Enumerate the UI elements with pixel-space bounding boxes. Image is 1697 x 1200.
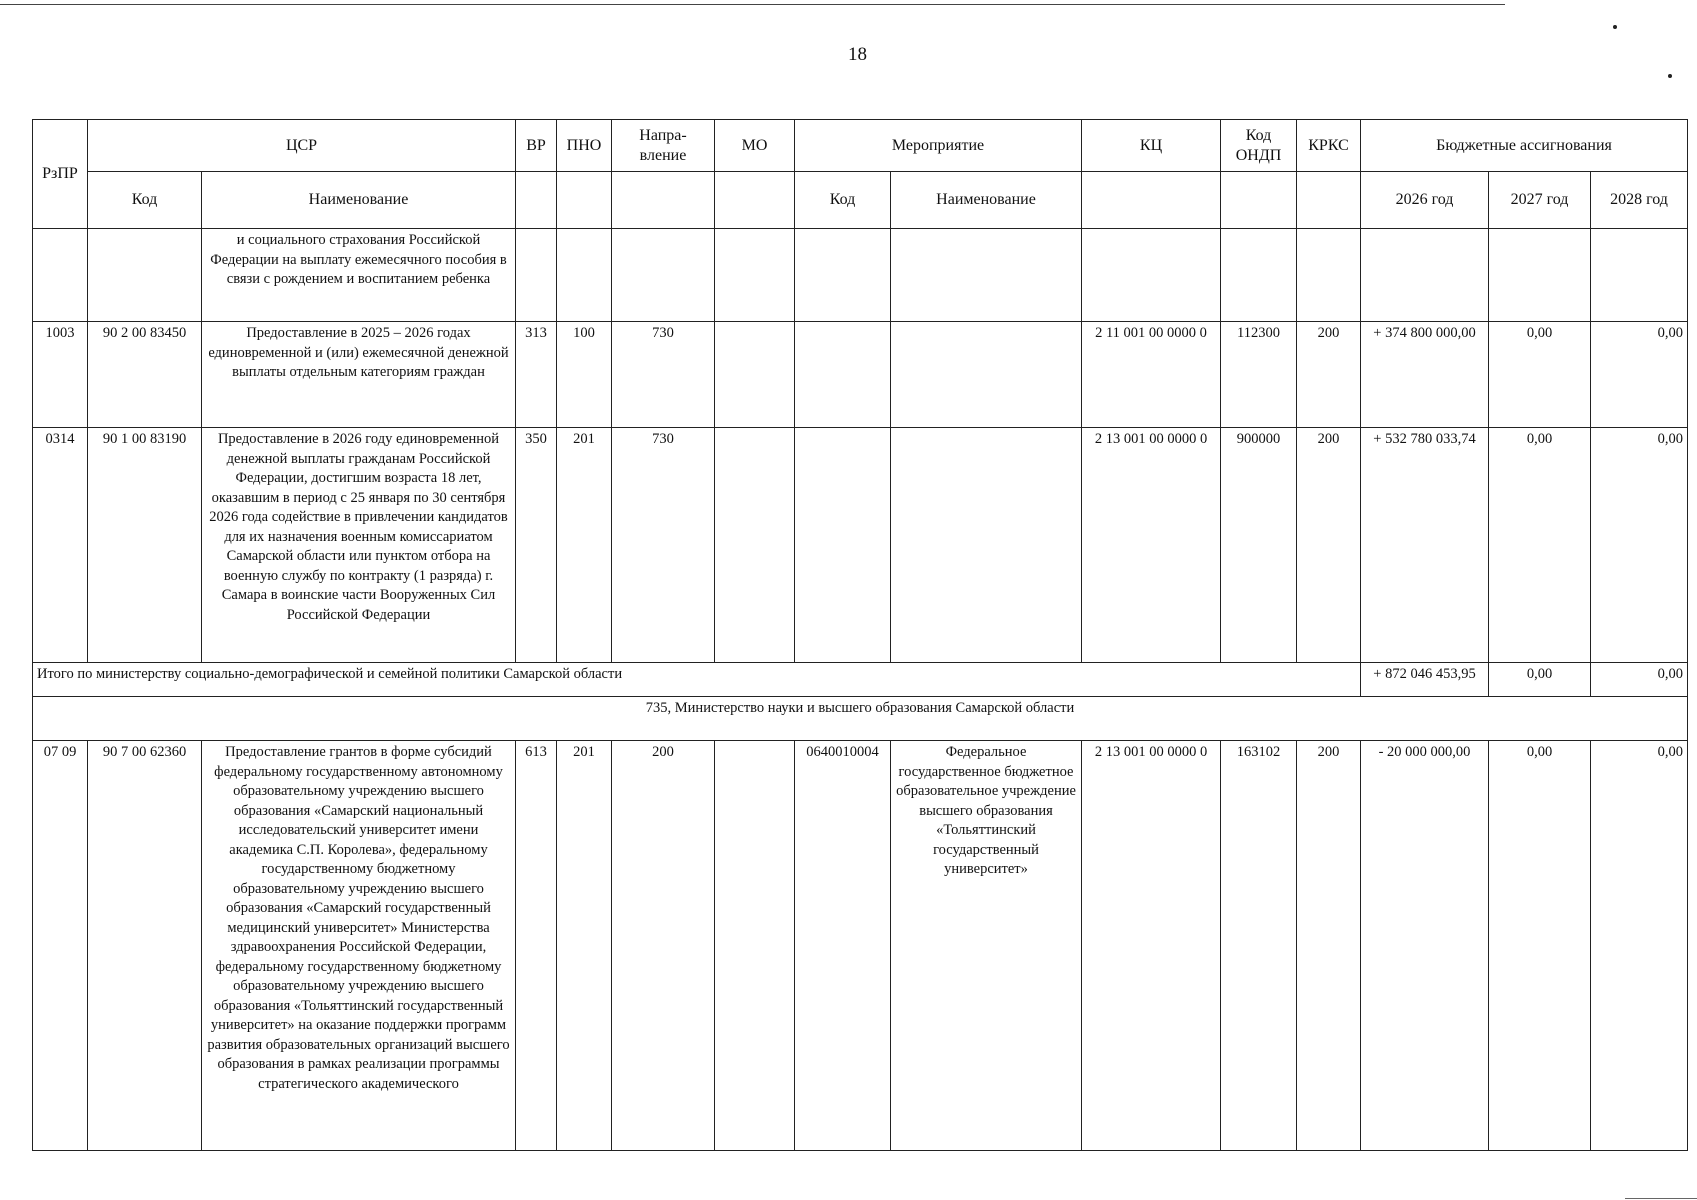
header-empty — [557, 172, 612, 229]
section-label: 735, Министерство науки и высшего образования Самарской области — [33, 697, 1688, 741]
cell-event-code: 0640010004 — [795, 741, 891, 1151]
cell-2026: + 374 800 000,00 — [1361, 322, 1489, 428]
cell-rzpr: 1003 — [33, 322, 88, 428]
cell-pno: 201 — [557, 428, 612, 663]
cell-csr-name: Предоставление в 2025 – 2026 годах единовременной и (или) ежемесячной денежной выплаты отдельным категориям граждан — [202, 322, 516, 428]
cell-pno — [557, 229, 612, 322]
header-year-2026: 2026 год — [1361, 172, 1489, 229]
cell-mo — [715, 428, 795, 663]
total-row — [33, 663, 1688, 697]
cell-kc: 2 13 001 00 0000 0 — [1082, 741, 1221, 1151]
cell-kc: 2 11 001 00 0000 0 — [1082, 322, 1221, 428]
header-rzpr: РзПР — [33, 120, 88, 229]
cell-csr-code: 90 2 00 83450 — [88, 322, 202, 428]
header-empty — [1082, 172, 1221, 229]
header-empty — [1221, 172, 1297, 229]
header-kc: КЦ — [1082, 120, 1221, 172]
table-row — [33, 322, 1688, 428]
cell-ondp: 900000 — [1221, 428, 1297, 663]
cell-mo — [715, 741, 795, 1151]
cell-vr — [516, 229, 557, 322]
cell-vr: 350 — [516, 428, 557, 663]
cell-csr-name: Предоставление грантов в форме субсидий федеральному государственному автономному образовательному учреждению высшего образования «Самарский национальный исследовательский университет имени академика С.П. Королева», федеральному государственному бюджетному образовательному учреждению высшего образования «Самарский государственный медицинский университет» Министерства здравоохранения Российской Федерации, федеральному государственному бюджетному образовательному учреждению высшего образования «Тольяттинский государственный университет» на оказание поддержки программ развития образовательных организаций высшего образования в рамках реализации программы стратегического академического — [202, 741, 516, 1151]
cell-event-name — [891, 322, 1082, 428]
header-krks: КРКС — [1297, 120, 1361, 172]
header-empty — [715, 172, 795, 229]
header-csr: ЦСР — [88, 120, 516, 172]
cell-2028: 0,00 — [1591, 428, 1688, 663]
cell-pno: 201 — [557, 741, 612, 1151]
cell-event-name — [891, 229, 1082, 322]
cell-2026: + 532 780 033,74 — [1361, 428, 1489, 663]
cell-rzpr — [33, 229, 88, 322]
cell-direction: 730 — [612, 428, 715, 663]
cell-2028: 0,00 — [1591, 322, 1688, 428]
cell-2027: 0,00 — [1489, 741, 1591, 1151]
cell-rzpr: 07 09 — [33, 741, 88, 1151]
cell-mo — [715, 229, 795, 322]
cell-pno: 100 — [557, 322, 612, 428]
cell-vr: 313 — [516, 322, 557, 428]
budget-table — [32, 119, 1688, 1151]
cell-2026 — [1361, 229, 1489, 322]
cell-direction — [612, 229, 715, 322]
cell-event-code — [795, 229, 891, 322]
page-number: 18 — [848, 44, 867, 65]
cell-csr-name: Предоставление в 2026 году единовременной денежной выплаты гражданам Российской Федерации, достигшим возраста 18 лет, оказавшим в период с 25 января по 30 сентября 2026 года содействие в привлечении кандидатов для их назначения военным комиссариатом Самарской области или пунктом отбора на военную службу по контракту (1 разряда) г. Самара в воинские части Вооруженных Сил Российской Федерации — [202, 428, 516, 663]
bottom-rule — [1625, 1198, 1697, 1199]
cell-krks: 200 — [1297, 741, 1361, 1151]
header-event-name: Наименование — [891, 172, 1082, 229]
header-year-2027: 2027 год — [1489, 172, 1591, 229]
cell-event-name — [891, 428, 1082, 663]
cell-direction: 730 — [612, 322, 715, 428]
cell-event-code — [795, 322, 891, 428]
cell-event-code — [795, 428, 891, 663]
cell-krks: 200 — [1297, 322, 1361, 428]
scan-speck — [1613, 25, 1617, 29]
header-csr-code: Код — [88, 172, 202, 229]
cell-csr-code — [88, 229, 202, 322]
cell-2027: 0,00 — [1489, 322, 1591, 428]
total-2027: 0,00 — [1489, 663, 1591, 697]
cell-csr-name: и социального страхования Российской Федерации на выплату ежемесячного пособия в связи с рождением и воспитанием ребенка — [202, 229, 516, 322]
header-year-2028: 2028 год — [1591, 172, 1688, 229]
header-budget: Бюджетные ассигнования — [1361, 120, 1688, 172]
total-2028: 0,00 — [1591, 663, 1688, 697]
cell-2028 — [1591, 229, 1688, 322]
header-csr-name: Наименование — [202, 172, 516, 229]
total-label: Итого по министерству социально-демографической и семейной политики Самарской области — [33, 663, 1361, 697]
cell-mo — [715, 322, 795, 428]
header-direction: Напра-вление — [612, 120, 715, 172]
cell-vr: 613 — [516, 741, 557, 1151]
cell-krks: 200 — [1297, 428, 1361, 663]
cell-ondp — [1221, 229, 1297, 322]
table-row — [33, 428, 1688, 663]
cell-2027: 0,00 — [1489, 428, 1591, 663]
cell-2027 — [1489, 229, 1591, 322]
header-mo: МО — [715, 120, 795, 172]
table-row — [33, 741, 1688, 1151]
section-row — [33, 697, 1688, 741]
scan-speck — [1668, 74, 1672, 78]
cell-rzpr: 0314 — [33, 428, 88, 663]
cell-2026: - 20 000 000,00 — [1361, 741, 1489, 1151]
header-empty — [1297, 172, 1361, 229]
cell-kc: 2 13 001 00 0000 0 — [1082, 428, 1221, 663]
cell-kc — [1082, 229, 1221, 322]
header-ondp: Код ОНДП — [1221, 120, 1297, 172]
cell-csr-code: 90 1 00 83190 — [88, 428, 202, 663]
cell-ondp: 163102 — [1221, 741, 1297, 1151]
header-pno: ПНО — [557, 120, 612, 172]
cell-csr-code: 90 7 00 62360 — [88, 741, 202, 1151]
cell-direction: 200 — [612, 741, 715, 1151]
total-2026: + 872 046 453,95 — [1361, 663, 1489, 697]
cell-event-name: Федеральное государственное бюджетное образовательное учреждение высшего образования «Тольяттинский государственный университет» — [891, 741, 1082, 1151]
header-event-code: Код — [795, 172, 891, 229]
cell-2028: 0,00 — [1591, 741, 1688, 1151]
top-rule — [0, 4, 1505, 5]
header-event: Мероприятие — [795, 120, 1082, 172]
header-vr: ВР — [516, 120, 557, 172]
table-row — [33, 229, 1688, 322]
cell-krks — [1297, 229, 1361, 322]
header-empty — [516, 172, 557, 229]
header-empty — [612, 172, 715, 229]
cell-ondp: 112300 — [1221, 322, 1297, 428]
